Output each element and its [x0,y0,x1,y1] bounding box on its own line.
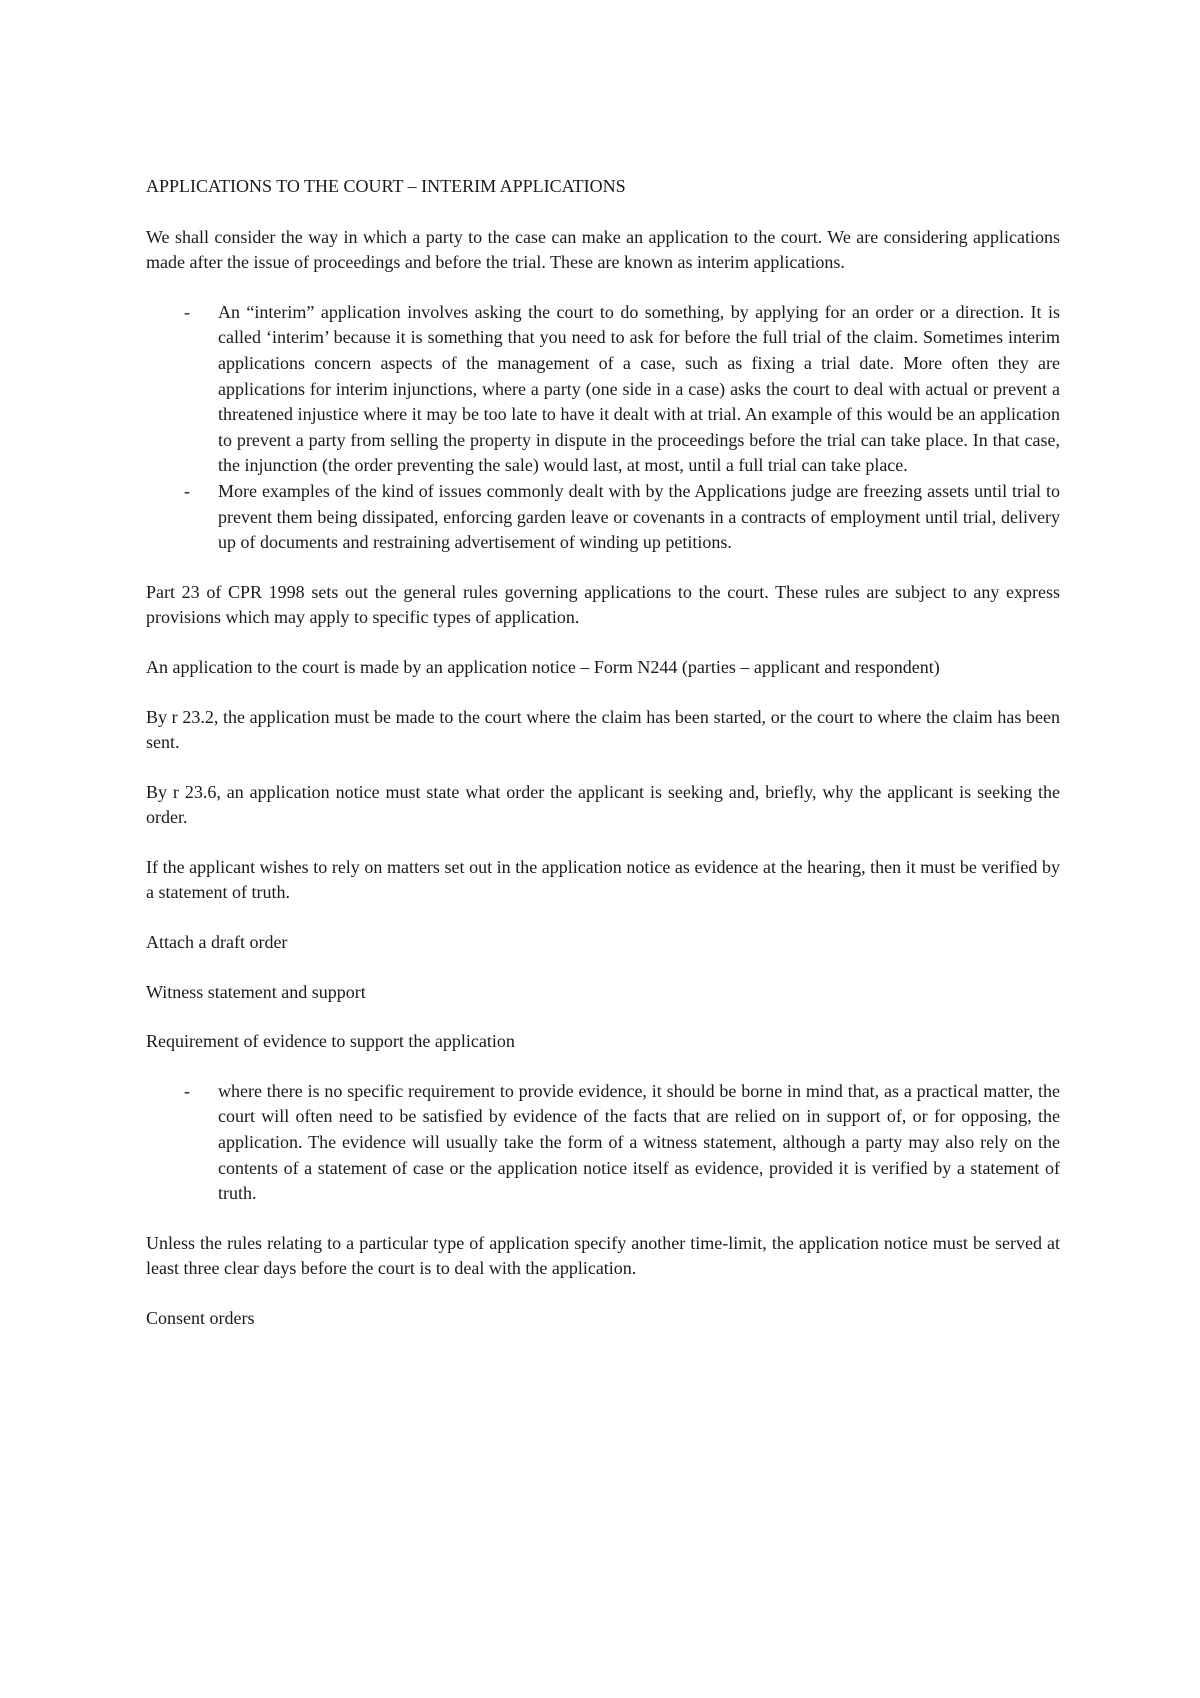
evidence-requirement-line: Requirement of evidence to support the application [146,1031,515,1052]
rule-23-2-paragraph: By r 23.2, the application must be made to the court where the claim has been started, or the court to where the claim has been sent. [146,706,1060,753]
application-notice-paragraph: An application to the court is made by an application notice – Form N244 (parties – applicant and respondent) [146,656,940,677]
bullet-item [146,300,1060,479]
consent-orders-line: Consent orders [146,1308,255,1328]
time-limit-paragraph: Unless the rules relating to a particular type of application specify another time-limit, the application notice must be served at least three clear days before the court is to deal with the application. [146,1232,1060,1279]
bullet-item [146,1079,1060,1207]
part23-paragraph: Part 23 of CPR 1998 sets out the general rules governing applications to the court. These rules are subject to any express provisions which may apply to specific types of application. [146,581,1060,628]
witness-statement-line: Witness statement and support [146,981,366,1002]
evidence-bullet-list [146,1079,1060,1207]
statement-of-truth-paragraph: If the applicant wishes to rely on matters set out in the application notice as evidence at the hearing, then it must be verified by a statement of truth. [146,856,1060,903]
bullet-item [146,479,1060,556]
bullet-text: where there is no specific requirement to provide evidence, it should be borne in mind that, as a practical matter, the court will often need to be satisfied by evidence of the facts that are relied on in support of, or for opposing, the application. The evidence will usually take the form of a witness statement, although a party may also rely on the contents of a statement of case or the application notice itself as evidence, provided it is verified by a statement of truth. [218,1080,1060,1204]
bullet-dash: - [184,1080,190,1101]
bullet-dash: - [184,301,190,322]
interim-bullet-list [146,300,1060,556]
document-title: APPLICATIONS TO THE COURT – INTERIM APPLICATIONS [146,176,626,196]
draft-order-line: Attach a draft order [146,932,288,953]
document-body [146,174,1060,1356]
rule-23-6-paragraph: By r 23.6, an application notice must state what order the applicant is seeking and, briefly, why the applicant is seeking the order. [146,781,1060,828]
bullet-dash: - [184,480,190,501]
bullet-text: An “interim” application involves asking the court to do something, by applying for an order or a direction. It is called ‘interim’ because it is something that you need to ask for before the full trial of the claim. Sometimes interim applications concern aspects of the management of a case, such as fixing a trial date. More often they are applications for interim injunctions, where a party (one side in a case) asks the court to deal with actual or prevent a threatened injustice where it may be too late to have it dealt with at trial. An example of this would be an application to prevent a party from selling the property in dispute in the proceedings before the trial can take place. In that case, the injunction (the order preventing the sale) would last, at most, until a full trial can take place. [218,301,1060,476]
intro-paragraph: We shall consider the way in which a party to the case can make an application to the court. We are considering applications made after the issue of proceedings and before the trial. These are known as interim applications. [146,226,1060,273]
bullet-text: More examples of the kind of issues commonly dealt with by the Applications judge are freezing assets until trial to prevent them being dissipated, enforcing garden leave or covenants in a contracts of employment until trial, delivery up of documents and restraining advertisement of winding up petitions. [218,480,1060,553]
